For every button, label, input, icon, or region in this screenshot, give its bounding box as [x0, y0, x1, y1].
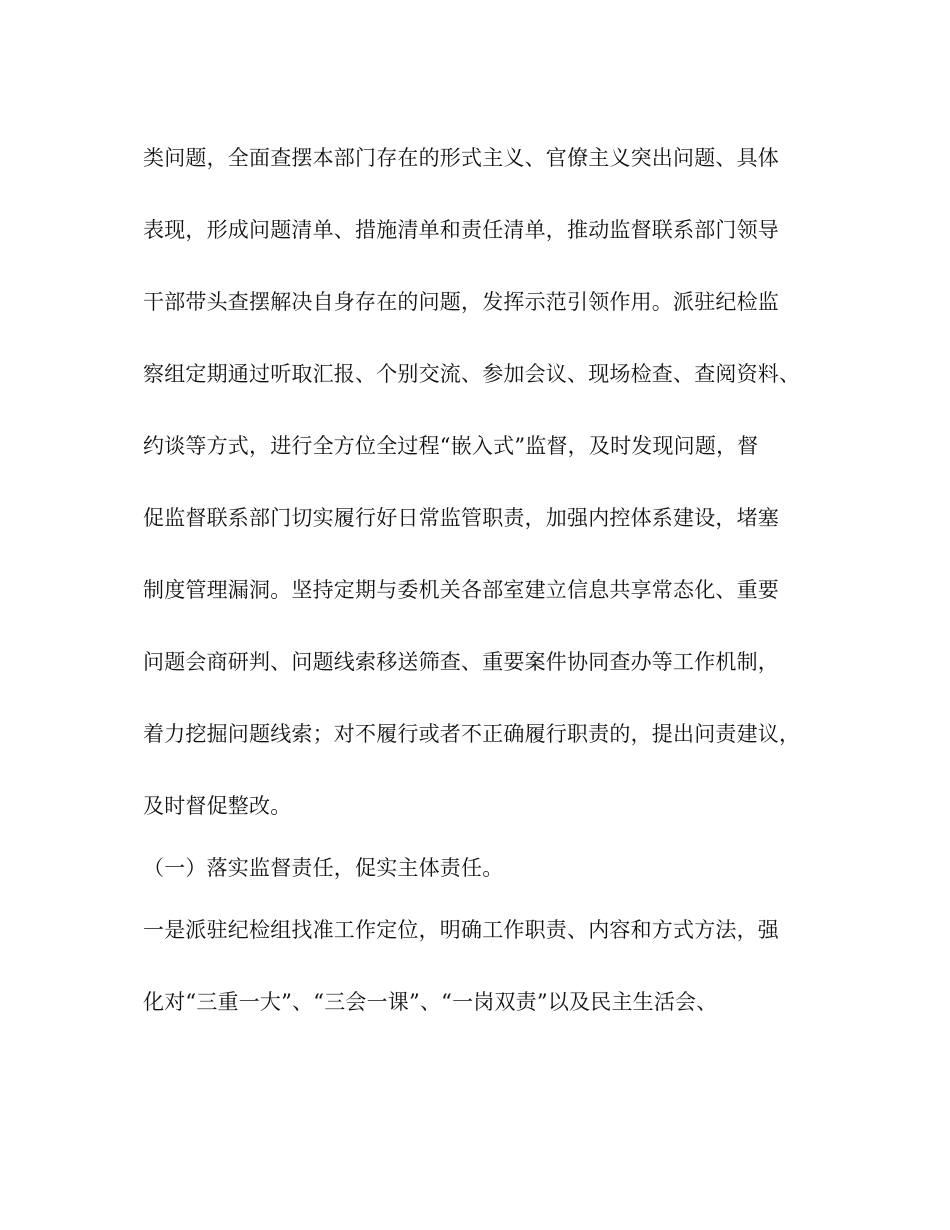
paragraph-line: 表现，形成问题清单、措施清单和责任清单，推动监督联系部门领导: [143, 218, 779, 242]
paragraph-line: 察组定期通过听取汇报、个别交流、参加会议、现场检查、查阅资料、: [143, 362, 801, 386]
paragraph-line: 问题会商研判、问题线索移送筛查、重要案件协同查办等工作机制，: [143, 650, 779, 674]
paragraph-line: 着力挖掘问题线索；对不履行或者不正确履行职责的，提出问责建议，: [143, 722, 801, 746]
paragraph-line: 及时督促整改。: [143, 794, 292, 818]
paragraph-line: 类问题，全面查摆本部门存在的形式主义、官僚主义突出问题、具体: [143, 146, 779, 170]
paragraph-line: 约谈等方式，进行全方位全过程“嵌入式”监督，及时发现问题，督: [143, 434, 759, 458]
paragraph-line: 一是派驻纪检组找准工作定位，明确工作职责、内容和方式方法，强: [143, 918, 779, 942]
paragraph-line: 化对“三重一大”、“三会一课”、“一岗双责”以及民主生活会、: [143, 990, 718, 1014]
paragraph-line: 制度管理漏洞。坚持定期与委机关各部室建立信息共享常态化、重要: [143, 578, 779, 602]
paragraph-line: 促监督联系部门切实履行好日常监管职责，加强内控体系建设，堵塞: [143, 506, 779, 530]
section-heading: （一）落实监督责任，促实主体责任。: [143, 856, 504, 880]
paragraph-line: 干部带头查摆解决自身存在的问题，发挥示范引领作用。派驻纪检监: [143, 290, 779, 314]
